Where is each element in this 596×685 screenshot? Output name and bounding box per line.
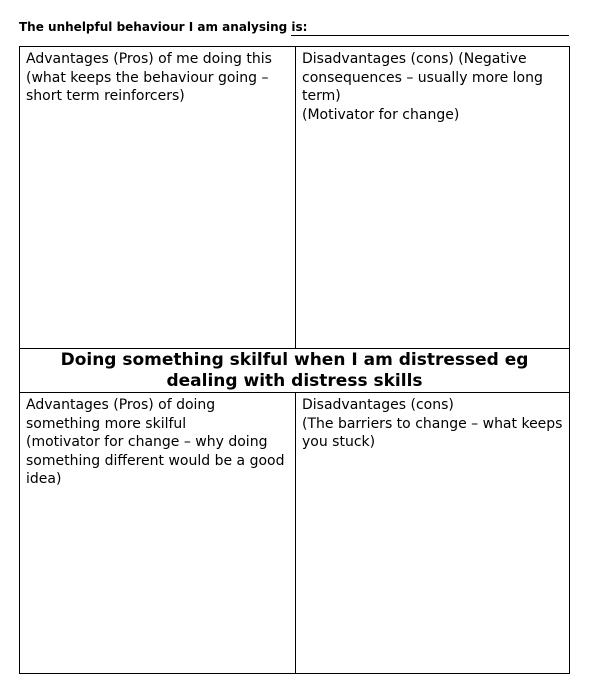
cell-text-line: Disadvantages (cons) (Negative <box>302 51 527 67</box>
bottom-column-divider <box>295 393 296 673</box>
top-left-cell-pros[interactable] <box>20 47 295 349</box>
cell-text-line: (Motivator for change) <box>302 106 460 123</box>
cell-text-line: (motivator for change – why doing <box>26 434 268 450</box>
cell-text-line: (what keeps the behaviour going – <box>26 69 269 86</box>
cell-text-line: you stuck) <box>302 434 376 450</box>
cell-text-line: consequences – usually more long <box>302 69 543 86</box>
middle-heading: Doing something skilful when I am distressed eg dealing with distress skills <box>60 350 529 391</box>
top-right-cell-cons[interactable] <box>296 47 569 349</box>
bottom-right-cell-cons[interactable] <box>296 393 569 673</box>
behaviour-prompt: The unhelpful behaviour I am analysing is: <box>19 20 308 34</box>
behaviour-answer-line[interactable] <box>291 35 569 36</box>
pros-cons-grid <box>19 46 570 674</box>
cell-text-line: term) <box>302 88 341 104</box>
cell-text-line: (The barriers to change – what keeps <box>302 415 563 432</box>
cell-text-line: Disadvantages (cons) <box>302 397 454 413</box>
cell-text-line: idea) <box>26 471 62 487</box>
cell-text-line: Advantages (Pros) of me doing this <box>26 51 272 67</box>
bottom-left-cell-pros[interactable] <box>20 393 295 673</box>
cell-text-line: short term reinforcers) <box>26 88 185 104</box>
cell-text-line: something more skilful <box>26 415 187 432</box>
top-column-divider <box>295 47 296 349</box>
cell-text-line: Advantages (Pros) of doing <box>26 397 216 413</box>
cell-text-line: something different would be a good <box>26 452 285 469</box>
